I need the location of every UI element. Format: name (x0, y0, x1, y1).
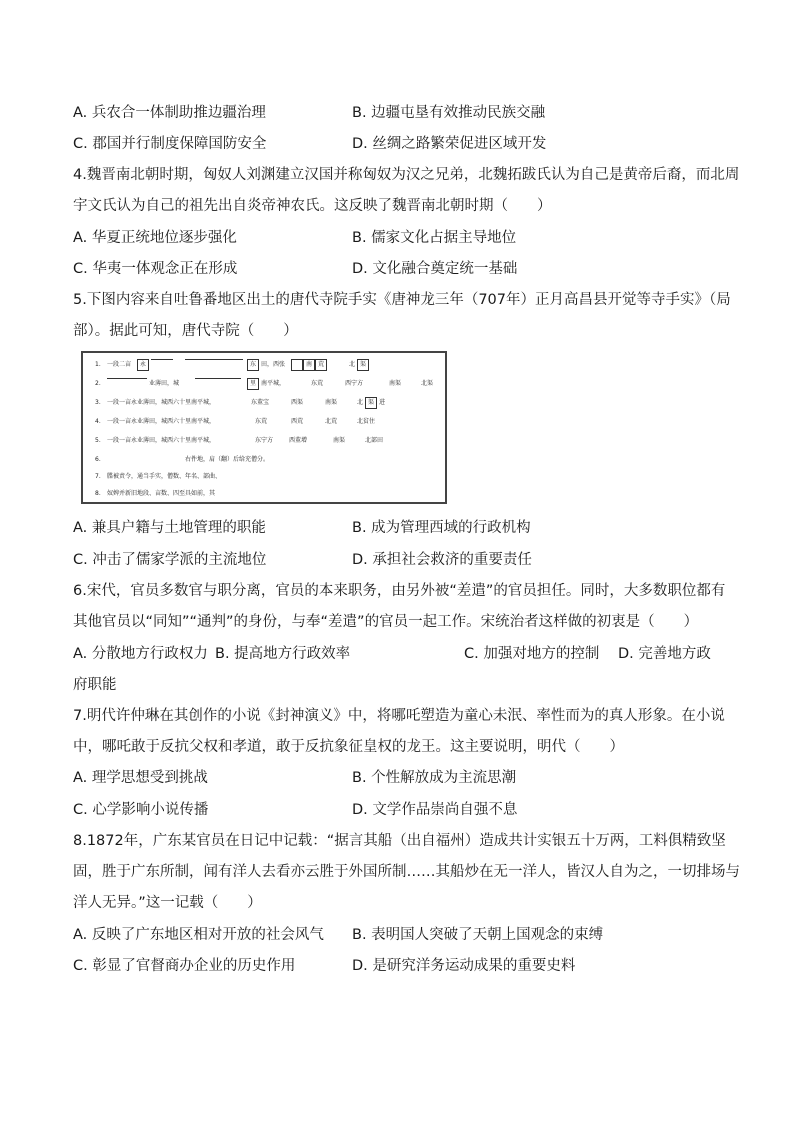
row-text: 一段一亩永业薄田，城西六十里南平城， (107, 418, 216, 425)
q5-option-c: C. 冲击了儒家学派的主流地位 (73, 552, 267, 568)
q6-option-b: B. 提高地方行政效率 (215, 646, 351, 662)
boxed-char: 荒 (315, 359, 327, 371)
row-text: 田，西张 (261, 361, 286, 368)
row-number: 4. (95, 418, 101, 425)
row-text: 北荒 (325, 418, 338, 425)
row-text: 南渠 (325, 399, 338, 406)
q5-option-b: B. 成为管理西域的行政机构 (352, 520, 531, 536)
q6-option-a: A. 分散地方行政权力 (73, 646, 208, 662)
row-text: 进 (379, 399, 386, 406)
q7-option-b: B. 个性解放成为主流思潮 (352, 770, 517, 786)
row-text: 西渠 (291, 399, 304, 406)
row-text: 南渠 (333, 437, 346, 444)
row-text: 北渠 (421, 380, 434, 387)
boxed-char: 里 (247, 378, 259, 390)
row-text: 西荒 (291, 418, 304, 425)
row-text: 牒被责令，通当手实，僧数、年名、部曲、 (107, 473, 222, 480)
row-text: 东荒 (311, 380, 324, 387)
q7-option-c: C. 心学影响小说传播 (73, 802, 209, 818)
row-number: 2. (95, 380, 101, 387)
row-number: 1. (95, 361, 101, 368)
q6-option-d-continued: 府职能 (73, 677, 117, 693)
q7-stem-line2: 中，哪吒敢于反抗父权和孝道，敢于反抗象征皇权的龙王。这主要说明，明代（ ） (73, 739, 624, 755)
row-number: 3. (95, 399, 101, 406)
row-text: 东宁方 (255, 437, 274, 444)
q4-option-d: D. 文化融合奠定统一基础 (352, 261, 518, 277)
q5-stem-line1: 5.下图内容来自吐鲁番地区出土的唐代寺院手实《唐神龙三年（707年）正月高昌县开觉等寺手实》（局 (73, 292, 731, 308)
q8-option-a: A. 反映了广东地区相对开放的社会风气 (73, 927, 324, 943)
row-number: 6. (95, 456, 101, 463)
q8-stem-line2: 固，胜于广东所制，闻有洋人去看亦云胜于外国所制……其船炒在无一洋人，皆汉人自为之，一切排场与 (73, 864, 740, 880)
q4-option-b: B. 儒家文化占据主导地位 (352, 230, 517, 246)
row-text: 北部田 (365, 437, 384, 444)
q4-option-a: A. 华夏正统地位逐步强化 (73, 230, 237, 246)
q4-option-c: C. 华夷一体观念正在形成 (73, 261, 238, 277)
q8-stem-line1: 8.1872年，广东某官员在日记中记载：“据言其船（出自福州）造成共计实银五十万两，工料俱精致坚 (73, 833, 726, 849)
boxed-char: 南 (303, 359, 315, 371)
q4-stem-line2: 宇文氏认为自己的祖先出自炎帝神农氏。这反映了魏晋南北朝时期（ ） (73, 198, 552, 214)
boxed-char: 渠 (357, 359, 369, 371)
q7-option-d: D. 文学作品崇尚自强不息 (352, 802, 518, 818)
q8-option-c: C. 彰显了官督商办企业的历史作用 (73, 958, 296, 974)
boxed-char: 永 (137, 359, 149, 371)
q8-option-b: B. 表明国人突破了天朝上国观念的束缚 (352, 927, 604, 943)
q8-stem-line3: 洋人无异。”这一记载（ ） (73, 895, 262, 911)
row-text: 南平城， (261, 380, 286, 387)
row-text: 右件地，肩（翻）后给充僧分。 (185, 456, 270, 463)
row-text: 一段二亩 (107, 361, 132, 368)
q3-option-b: B. 边疆屯垦有效推动民族交融 (352, 105, 546, 121)
q3-option-a: A. 兵农合一体制助推边疆治理 (73, 105, 266, 121)
q6-stem-line1: 6.宋代，官员多数官与职分离，官员的本来职务，由另外被“差遣”的官员担任。同时，大多数职位都有 (73, 583, 726, 599)
blank-line (185, 359, 243, 360)
q6-stem-line2: 其他官员以“同知”“通判”的身份，与奉“差遣”的官员一起工作。宋统治者这样做的初衷是（ ） (73, 614, 699, 630)
row-text: 一段一亩永业薄田，城西六十里南平城， (107, 399, 216, 406)
q4-stem-line1: 4.魏晋南北朝时期，匈奴人刘渊建立汉国并称匈奴为汉之兄弟，北魏拓跋氏认为自己是黄帝后裔，而北周 (73, 167, 740, 183)
q7-stem-line1: 7.明代许仲琳在其创作的小说《封神演义》中，将哪吒塑造为童心未泯、率性而为的真人形象。在小说 (73, 708, 725, 724)
row-text: 奴婢并新旧地段、亩数、四至具如前，其 (107, 490, 216, 497)
empty-box (291, 359, 303, 371)
row-number: 8. (95, 490, 101, 497)
row-text: 一段一亩永业薄田，城西六十里南平城， (107, 437, 216, 444)
row-text: 东荒 (255, 418, 268, 425)
blank-line (195, 378, 241, 379)
q6-option-d: D. 完善地方政 (618, 646, 711, 662)
row-text: 西宁方 (345, 380, 364, 387)
q5-option-a: A. 兼具户籍与土地管理的职能 (73, 520, 266, 536)
row-text: 北贫住 (357, 418, 376, 425)
q6-option-c: C. 加强对地方的控制 (464, 646, 600, 662)
blank-line (151, 359, 173, 360)
row-text: 南渠 (389, 380, 402, 387)
row-text: 西董增 (289, 437, 308, 444)
row-text: 北 (349, 361, 356, 368)
boxed-char: 东 (247, 359, 259, 371)
q3-option-d: D. 丝绸之路繁荣促进区域开发 (352, 136, 547, 152)
manuscript-figure (81, 351, 447, 504)
row-number: 5. (95, 437, 101, 444)
q3-option-c: C. 郡国并行制度保障国防安全 (73, 136, 267, 152)
q5-option-d: D. 承担社会救济的重要责任 (352, 552, 532, 568)
row-text: 业薄田，城 (149, 380, 180, 387)
q8-option-d: D. 是研究洋务运动成果的重要史料 (352, 958, 576, 974)
row-text: 北 (357, 399, 364, 406)
blank-line (107, 378, 147, 379)
row-text: 东董宝 (251, 399, 270, 406)
q5-stem-line2: 部）。据此可知，唐代寺院（ ） (73, 323, 298, 339)
q7-option-a: A. 理学思想受到挑战 (73, 770, 208, 786)
row-number: 7. (95, 473, 101, 480)
boxed-char: 渠 (365, 397, 377, 409)
